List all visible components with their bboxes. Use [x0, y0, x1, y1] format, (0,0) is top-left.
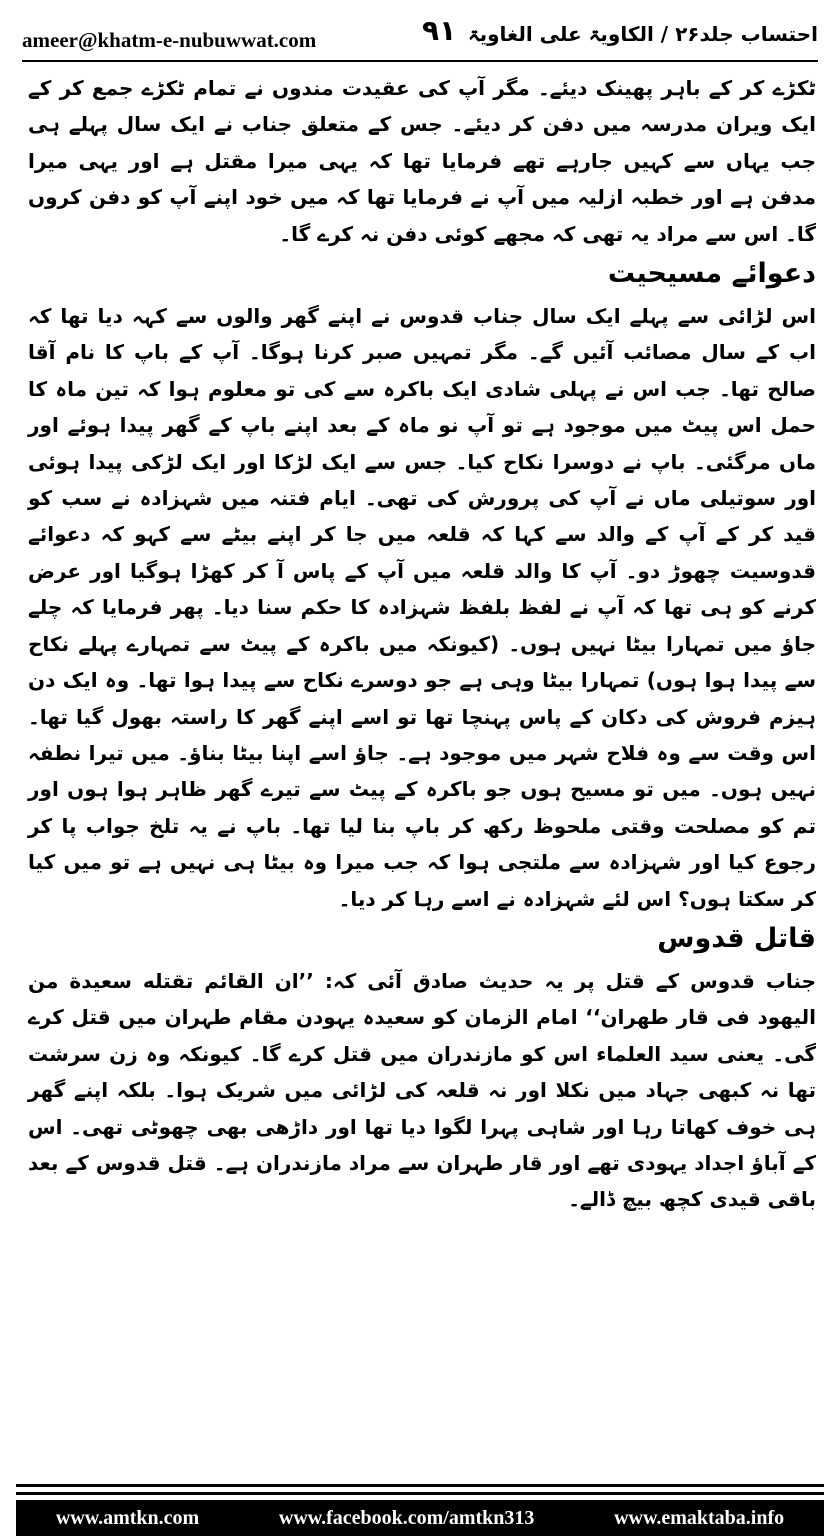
page-header [22, 12, 818, 58]
footer-divider-top [16, 1484, 824, 1487]
page-number: ۹۱ [422, 14, 457, 47]
heading-claim-of-messiahship: دعوائے مسیحیت [607, 258, 816, 290]
book-title: احتساب جلد۲۶ / الکاویۃ علی الغاویۃ [467, 22, 818, 46]
footer-link-facebook[interactable]: www.facebook.com/amtkn313 [278, 1506, 535, 1529]
arabic-quote: ان القائم تقتله سعيدة من اليهود فى قار طهران [28, 968, 816, 1030]
header-email[interactable]: ameer@khatm-e-nubuwwat.com [22, 28, 317, 52]
footer-link-emaktaba[interactable]: www.emaktaba.info [614, 1506, 785, 1529]
footer-bar [16, 1500, 824, 1536]
paragraph-section2 [28, 963, 816, 1218]
section2-rest: ‘‘ امام الزمان کو سعیدہ یہودن مقام طہران میں قتل کرے گی۔ یعنی سید العلماء اس کو مازندران میں قتل کرے گا۔ کیونکہ وہ زن سرشت تھا نہ کبھی جہاد میں نکلا اور نہ قلعہ کی لڑائی میں شریک ہوا۔ بلکہ اپنے گھر ہی خوف کھاتا رہا اور شاہی پہرا لگوا دیا تھا اور داڑھی بھی چھوٹی تھی۔ اس کے آباؤ اجداد یہودی تھے اور قار طہران سے مراد مازندران ہے۔ قتل قدوس کے بعد باقی قیدی کچھ بیچ ڈالے۔ [28, 1005, 817, 1212]
paragraph-section1: اس لڑائی سے پہلے ایک سال جناب قدوس نے اپنے گھر والوں سے کہہ دیا تھا کہ اب کے سال مصائب آئیں گے۔ مگر تمہیں صبر کرنا ہوگا۔ آپ کے باپ کا نام آقا صالح تھا۔ جب اس نے پہلی شادی ایک باکرہ سے کی تو معلوم ہوا کہ تین ماہ کا حمل اس پیٹ میں موجود ہے تو آپ نو ماہ کے بعد اپنے باپ کے گھر پیدا ہوئے اور ماں مرگئی۔ باپ نے دوسرا نکاح کیا۔ جس سے ایک لڑکا اور ایک لڑکی پیدا ہوئی اور سوتیلی ماں نے آپ کی پرورش کی تھی۔ ایام فتنہ میں شہزادہ نے سب کو قید کر کے آپ کے والد سے کہا کہ قلعہ میں جا کر اپنے بیٹے سے کہو کہ دعوائے قدوسیت چھوڑ دو۔ آپ کا والد قلعہ میں آپ کے پاس آ کر کھڑا ہوگیا اور عرض کرنے کو ہی تھا کہ آپ نے لفظ بلفظ شہزادہ کا حکم سنا دیا۔ پھر فرمایا کہ چلے جاؤ میں تمہارا بیٹا نہیں ہوں۔ (کیونکہ میں باکرہ کے پیٹ سے تمہارے پہلے نکاح سے پیدا ہوا ہوں) تمہارا بیٹا وہی ہے جو دوسرے نکاح سے پیدا ہوا تھا۔ وہ ایک دن ہیزم فروش کی دکان کے پاس پہنچا تھا تو اسے اپنے گھر کا راستہ بھول گیا تھا۔ اس وقت سے وہ فلاح شہر میں موجود ہے۔ جاؤ اسے اپنا بیٹا بناؤ۔ میں تیرا نطفہ نہیں ہوں۔ میں تو مسیح ہوں جو باکرہ کے پیٹ سے تیرے گھر ظاہر ہوا ہوں اور تم کو مصلحت وقتی ملحوظ رکھ کر باپ بنا لیا تھا۔ باپ نے یہ تلخ جواب پا کر رجوع کیا اور شہزادہ سے ملتجی ہوا کہ جب میرا وہ بیٹا ہی نہیں ہے تو میں کیا کر سکتا ہوں؟ اس لئے شہزادہ نے اسے رہا کر دیا۔ [28, 304, 816, 911]
header-divider [22, 60, 818, 62]
page-body [28, 70, 816, 1218]
footer-link-amtkn[interactable]: www.amtkn.com [55, 1506, 200, 1529]
footer-divider-bottom [16, 1492, 824, 1495]
section2-lead: جناب قدوس کے قتل پر یہ حدیث صادق آئی کہ: ’’ [298, 968, 817, 993]
paragraph-intro: ٹکڑے کر کے باہر پھینک دیئے۔ مگر آپ کی عقیدت مندوں نے تمام ٹکڑے جمع کر کے ایک ویران مدرسہ میں دفن کر دیئے۔ جس کے متعلق جناب نے ایک سال پہلے ہی جب یہاں سے کہیں جارہے تھے فرمایا تھا کہ یہی میرا مقتل ہے اور یہی میرا مدفن ہے اور خطبہ ازلیہ میں آپ نے فرمایا تھا کہ میں خود اپنے آپ کو دفن کروں گا۔ اس سے مراد یہ تھی کہ مجھے کوئی دفن نہ کرے گا۔ [28, 76, 816, 246]
heading-killer-of-quddus: قاتل قدوس [657, 922, 816, 954]
